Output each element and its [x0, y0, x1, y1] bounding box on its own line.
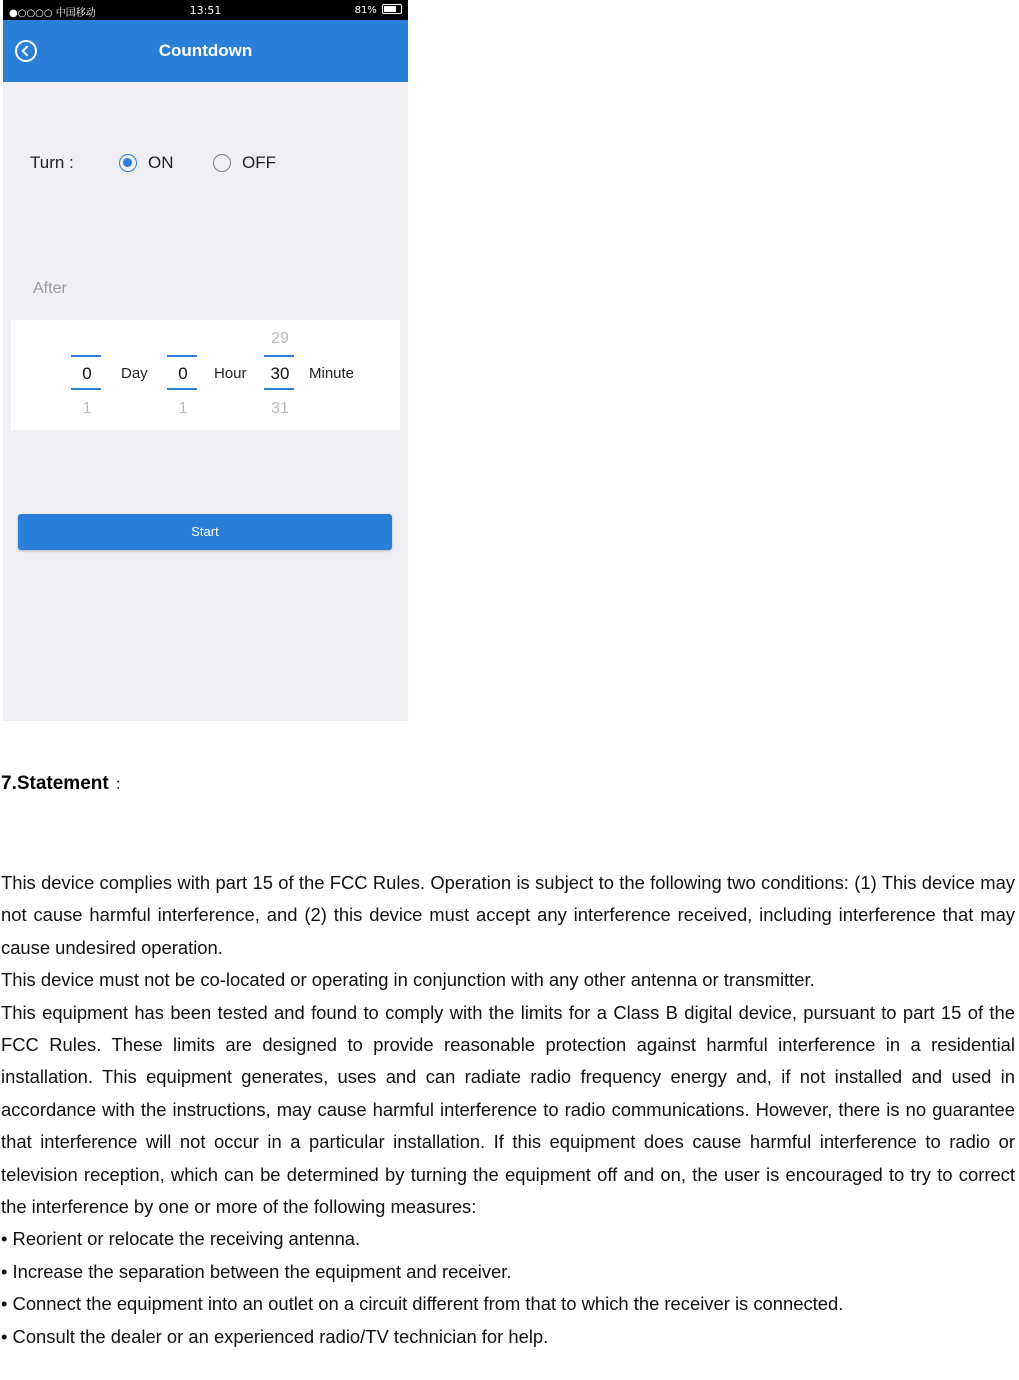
- list-item: • Connect the equipment into an outlet on a circuit different from that to which the receiver is connected.: [1, 1293, 844, 1315]
- selection-line: [71, 388, 101, 390]
- day-next-value: 1: [82, 400, 92, 417]
- selection-line: [264, 355, 294, 357]
- day-unit-label: Day: [121, 365, 148, 382]
- phone-screenshot: [3, 0, 408, 721]
- statement-heading: [1, 773, 130, 795]
- radio-off[interactable]: [213, 153, 293, 175]
- radio-checked-icon: [119, 154, 137, 172]
- list-item: • Increase the separation between the equipment and receiver.: [1, 1260, 512, 1282]
- day-wheel[interactable]: [65, 320, 109, 430]
- day-current-value: 0: [82, 364, 92, 383]
- list-item: • Reorient or relocate the receiving antenna.: [1, 1228, 361, 1250]
- turn-label: Turn :: [30, 153, 74, 172]
- hour-wheel[interactable]: [161, 320, 205, 430]
- status-bar: [3, 0, 408, 20]
- status-time: 13:51: [189, 4, 222, 17]
- statement-title: 7.Statement: [1, 773, 109, 794]
- selection-line: [71, 355, 101, 357]
- statement-body: [1, 867, 1015, 1353]
- battery-icon: [382, 4, 402, 14]
- after-label: After: [33, 280, 67, 297]
- radio-unchecked-icon: [213, 154, 231, 172]
- status-right: [355, 4, 402, 16]
- hour-unit-label: Hour: [214, 365, 247, 382]
- list-item: • Consult the dealer or an experienced radio/TV technician for help.: [1, 1325, 549, 1347]
- statement-paragraph: This equipment has been tested and found to comply with the limits for a Class B digital device, pursuant to part 15 of the FCC Rules. These limits are designed to provide reasonable protection against harmful interference in a residential installation. This equipment generates, uses and can radiate radio frequency energy and, if not installed and used in accordance with the instructions, may cause harmful interference to radio communications. However, there is no guarantee that interference will not occur in a particular installation. If this equipment does cause harmful interference to radio or television reception, which can be determined by turning the equipment off and on, the user is encouraged to try to correct the interference by one or more of the following measures:: [1, 1001, 1015, 1218]
- minute-wheel[interactable]: [258, 320, 302, 430]
- selection-line: [264, 388, 294, 390]
- hour-next-value: 1: [178, 400, 188, 417]
- radio-on[interactable]: [119, 153, 189, 175]
- nav-bar: [3, 20, 408, 82]
- time-picker: [11, 320, 400, 430]
- carrier-label: ●○○○○ 中国移动: [9, 8, 96, 19]
- battery-percent: 81%: [354, 5, 377, 16]
- statement-paragraph: This device must not be co-located or operating in conjunction with any other antenna or transmitter.: [1, 969, 815, 991]
- minute-prev-value: 29: [271, 330, 289, 347]
- selection-line: [167, 388, 197, 390]
- radio-on-label: ON: [148, 153, 174, 172]
- statement-paragraph: This device complies with part 15 of the FCC Rules. Operation is subject to the following two conditions: (1) This device may not cause harmful interference, and (2) this device must accept any interference received, including interference that may cause undesired operation.: [1, 872, 1015, 958]
- minute-current-value: 30: [270, 364, 290, 383]
- minute-next-value: 31: [271, 400, 289, 417]
- radio-off-label: OFF: [242, 153, 276, 172]
- page-title: Countdown: [158, 41, 253, 60]
- hour-current-value: 0: [178, 364, 188, 383]
- start-button[interactable]: Start: [18, 514, 392, 550]
- statement-colon: ：: [114, 776, 130, 793]
- selection-line: [167, 355, 197, 357]
- minute-unit-label: Minute: [309, 365, 355, 382]
